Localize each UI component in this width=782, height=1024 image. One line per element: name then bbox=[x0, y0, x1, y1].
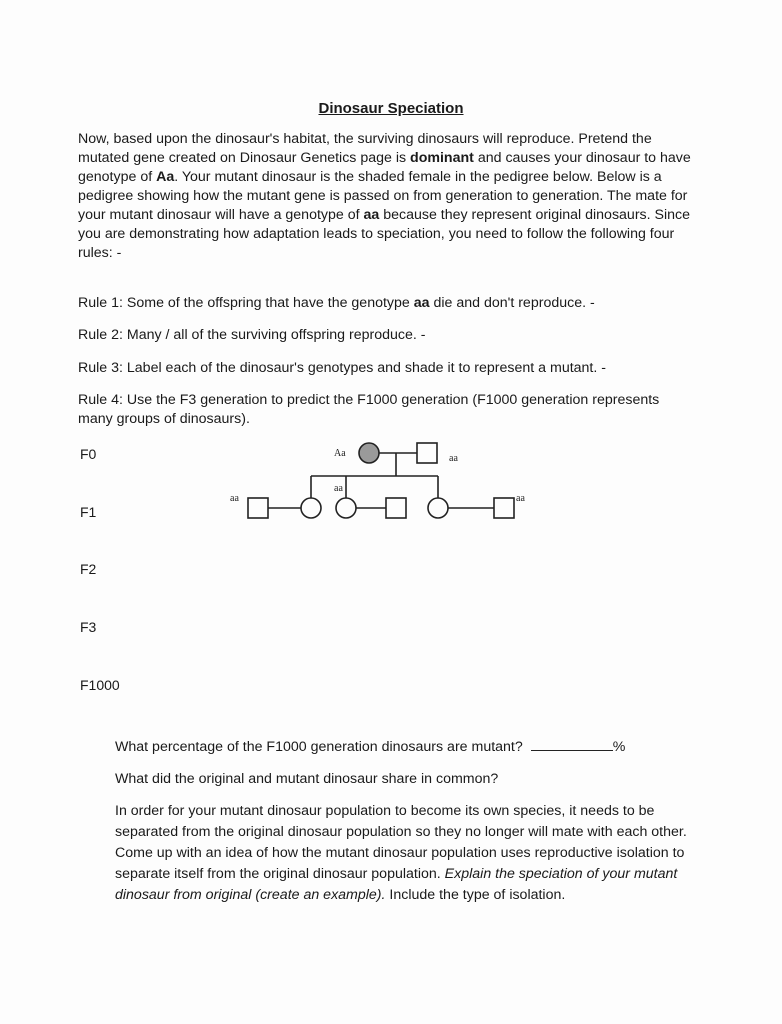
page-title: Dinosaur Speciation bbox=[318, 100, 464, 117]
question-3 bbox=[115, 801, 695, 906]
f1-middle-female-label: aa bbox=[334, 483, 343, 494]
rule-4: Rule 4: Use the F3 generation to predict the F1000 generation (F1000 generation represents many groups of dinosaurs). bbox=[78, 392, 660, 427]
f1-left-male-label: aa bbox=[230, 493, 239, 504]
intro-text-4: because they represent original dinosaurs. Since you are demonstrating how adaptation leads to speciation, you need to follow the following four rules: - bbox=[78, 207, 691, 261]
f0-male-square bbox=[417, 443, 437, 463]
question-1 bbox=[115, 738, 695, 758]
f0-female-label: Aa bbox=[334, 448, 346, 459]
question-1-text: What percentage of the F1000 generation dinosaurs are mutant? bbox=[115, 739, 523, 755]
question-3-text-c: Include the type of isolation. bbox=[385, 887, 566, 903]
gen-label-f2: F2 bbox=[80, 561, 97, 577]
intro-text-3: . Your mutant dinosaur is the shaded female in the pedigree below. Below is a pedigree showing how the mutant gene is passed on from generation to generation. The mate for your mutant dinosaur will have a genotype of bbox=[78, 169, 688, 223]
questions-section bbox=[115, 738, 695, 906]
gen-label-f3: F3 bbox=[80, 619, 97, 635]
f1-middle-male-square bbox=[386, 498, 406, 518]
question-2: What did the original and mutant dinosaur share in common? bbox=[115, 770, 499, 787]
f1-right-female-circle bbox=[428, 498, 448, 518]
f1-left-female-circle bbox=[301, 498, 321, 518]
intro-text-1: Now, based upon the dinosaur's habitat, the surviving dinosaurs will reproduce. Pretend the mutated gene created on Dinosaur Genetics page is bbox=[78, 131, 652, 166]
rule-1-text-c: die and don't reproduce. - bbox=[429, 295, 595, 311]
f1-middle-female-circle bbox=[336, 498, 356, 518]
intro-bold-mate-genotype: aa bbox=[363, 207, 380, 223]
gen-label-f1000: F1000 bbox=[80, 677, 120, 693]
question-1-unit: % bbox=[612, 739, 626, 755]
f1-right-male-square bbox=[494, 498, 514, 518]
f1-right-male-label: aa bbox=[516, 493, 525, 504]
gen-label-f0: F0 bbox=[80, 446, 97, 462]
f0-male-label: aa bbox=[449, 453, 458, 464]
rule-3: Rule 3: Label each of the dinosaur's genotypes and shade it to represent a mutant. - bbox=[78, 360, 606, 376]
answer-blank[interactable] bbox=[531, 738, 613, 751]
question-3-text-a: In order for your mutant dinosaur population to become its own species, it needs to be separated from the original dinosaur population so they no longer will mate with each other. Come up with an idea of how the mutant dinosaur population uses reproductive isolation to separate itself from the original dinosaur population. bbox=[115, 803, 687, 882]
rule-2: Rule 2: Many / all of the surviving offspring reproduce. - bbox=[78, 327, 426, 343]
f0-female-circle-shaded bbox=[359, 443, 379, 463]
intro-bold-dominant: dominant bbox=[410, 150, 474, 166]
intro-bold-genotype: Aa bbox=[156, 169, 175, 185]
f1-left-male-square bbox=[248, 498, 268, 518]
intro-text-2: and causes your dinosaur to have genotype of bbox=[78, 150, 691, 185]
question-3-italic: Explain the speciation of your mutant dinosaur from original (create an example). bbox=[115, 866, 678, 903]
rule-1-text-a: Rule 1: Some of the offspring that have the genotype bbox=[78, 295, 414, 311]
gen-label-f1: F1 bbox=[80, 504, 97, 520]
rule-1-bold: aa bbox=[413, 295, 430, 311]
